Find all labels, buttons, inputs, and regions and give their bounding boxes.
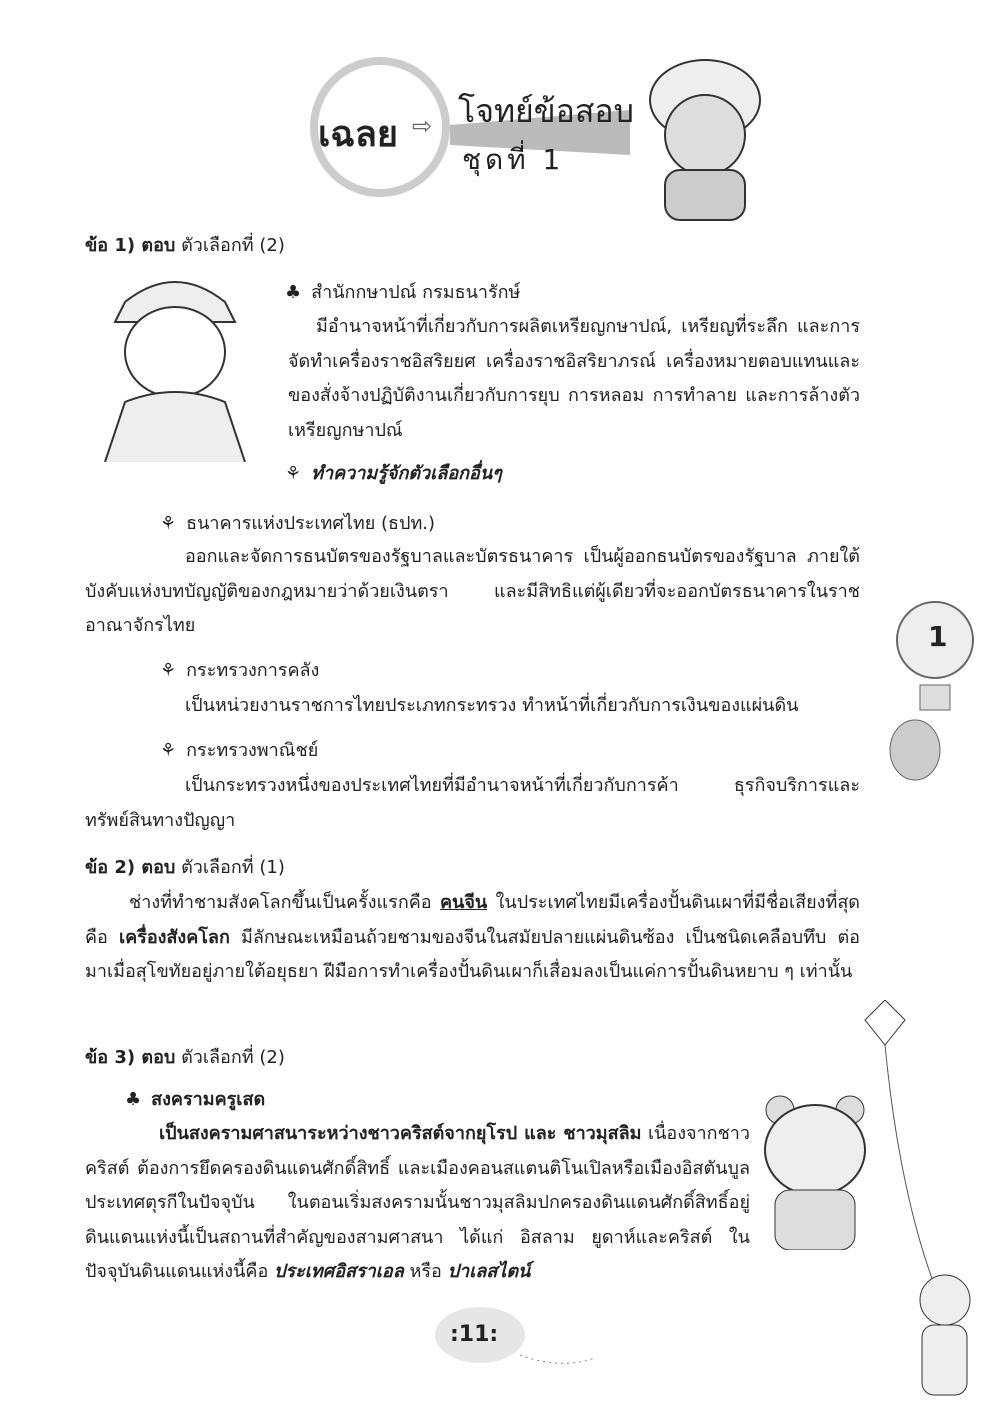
other-3-title [160,735,318,764]
page-number: :11: [450,1322,499,1347]
header-title: โจทย์ข้อสอบ [458,92,634,130]
answer-badge: เฉลย [318,114,398,155]
q3-keyword-2: ประเทศอิสราเอล [273,1261,404,1282]
q1-answer-line [85,230,285,259]
q3-choice: ตัวเลือกที่ (2) [181,1047,285,1068]
other-3-title-text: กระทรวงพาณิชย์ [186,740,319,761]
q2-answer-line [85,852,285,881]
q2-label: ข้อ 2) ตอบ [85,857,176,878]
mushroom-icon: ⚘ [160,740,177,761]
q2-keyword-1: คนจีน [439,892,488,913]
q3-keyword-1: เป็นสงครามศาสนาระหว่างชาวคริสต์จากยุโรป และ ชาวมุสลิม [159,1123,642,1144]
page-number-decoration [420,1300,600,1370]
other-2-body: เป็นหน่วยงานราชการไทยประเภทกระทรวง ทำหน้าที่เกี่ยวกับการเงินของแผ่นดิน [185,695,799,716]
q3-label: ข้อ 3) ตอบ [85,1047,176,1068]
q2-choice: ตัวเลือกที่ (1) [181,857,285,878]
other-3-body: เป็นกระทรวงหนึ่งของประเทศไทยที่มีอำนาจหน้าที่เกี่ยวกับการค้า ธุรกิจบริการและทรัพย์สินทางปัญญา [85,775,860,831]
q2-body [85,886,860,990]
q3-text-1: เนื่องจากชาวคริสต์ ต้องการยึดครองดินแดนศักดิ์สิทธิ์ และเมืองคอนสแตนติโนเปิลหรือเมืองอิสตันบูล ประเทศตุรกีในปัจจุบัน ในตอนเริ่มสงครามนั้นชาวมุสลิมปกครองดินแดนศักดิ์สิทธิ์อยู่ ดินแดนแห่งนี้เป็นสถานที่สำคัญของสามศาสนา ได้แก่ อิสลาม ยูดาห์และคริสต์ ในปัจจุบันดินแดนแห่งนี้คือ [85,1123,750,1282]
bear-kite-illustration [860,1000,990,1400]
other-1-body: ออกและจัดการธนบัตรของรัฐบาลและบัตรธนาคาร เป็นผู้ออกธนบัตรของรัฐบาล ภายใต้บังคับแห่งบทบัญญัติของกฎหมายว่าด้วยเงินตรา และมีสิทธิแต่ผู้เดียวที่จะออกบัตรธนาคารในราชอาณาจักรไทย [85,546,860,636]
boy-cap-illustration [85,262,275,462]
q3-keyword-3: ปาเลสไตน์ [447,1261,531,1282]
q3-heading-text: สงครามครูเสด [151,1089,266,1110]
q1-heading [285,277,520,306]
club-icon: ♣ [125,1089,142,1110]
mushroom-icon: ⚘ [160,513,177,534]
q3-text-2: หรือ [403,1261,448,1282]
mushroom-icon: ⚘ [285,463,302,484]
q1-body: มีอำนาจหน้าที่เกี่ยวกับการผลิตเหรียญกษาปณ์, เหรียญที่ระลึก และการจัดทำเครื่องราชอิสริยยศ เครื่องราชอิสริยาภรณ์ เครื่องหมายตอบแทนและของสั่งจ้างปฏิบัติงานเกี่ยวกับการยุบ การหลอม การทำลาย และการล้างตัวเหรียญกษาปณ์ [288,316,860,441]
other-1-title [160,508,435,537]
q1-choice: ตัวเลือกที่ (2) [181,235,285,256]
bear-explorer-illustration [620,40,770,230]
q2-text-1: ช่างที่ทำชามสังคโลกขึ้นเป็นครั้งแรกคือ [129,892,440,913]
q1-others-heading [285,458,502,487]
q2-text-2: ในประเทศไทยมีเครื่องปั้นดินเผาที่มีชื่อเสียงที่สุดคือ [85,892,860,948]
header-set: ชุดที่ 1 [462,143,565,176]
arrow-icon: ⇨ [412,112,433,140]
q3-answer-line [85,1042,285,1071]
q1-label: ข้อ 1) ตอบ [85,235,176,256]
bear-reading-illustration [755,1090,875,1250]
q3-body [85,1117,750,1290]
q2-keyword-2: เครื่องสังคโลก [118,926,230,948]
q3-heading [125,1084,265,1113]
mushroom-icon: ⚘ [160,660,177,681]
other-2-title [160,655,319,684]
others-heading-text: ทำความรู้จักตัวเลือกอื่นๆ [311,463,502,484]
chapter-tab-number: 1 [928,620,948,653]
club-icon: ♣ [285,282,302,303]
q1-heading-text: สำนักกษาปณ์ กรมธนารักษ์ [311,282,521,303]
other-1-title-text: ธนาคารแห่งประเทศไทย (ธปท.) [186,513,436,534]
other-2-title-text: กระทรวงการคลัง [186,660,320,681]
q2-text-3: มีลักษณะเหมือนถ้วยชามของจีนในสมัยปลายแผ่นดินซ้อง เป็นชนิดเคลือบทึบ ต่อมาเมื่อสุโขทัยอยู่ภายใต้อยุธยา ฝีมือการทำเครื่องปั้นดินเผาก็เสื่อมลงเป็นแค่การปั้นดินหยาบ ๆ เท่านั้น [85,926,860,982]
